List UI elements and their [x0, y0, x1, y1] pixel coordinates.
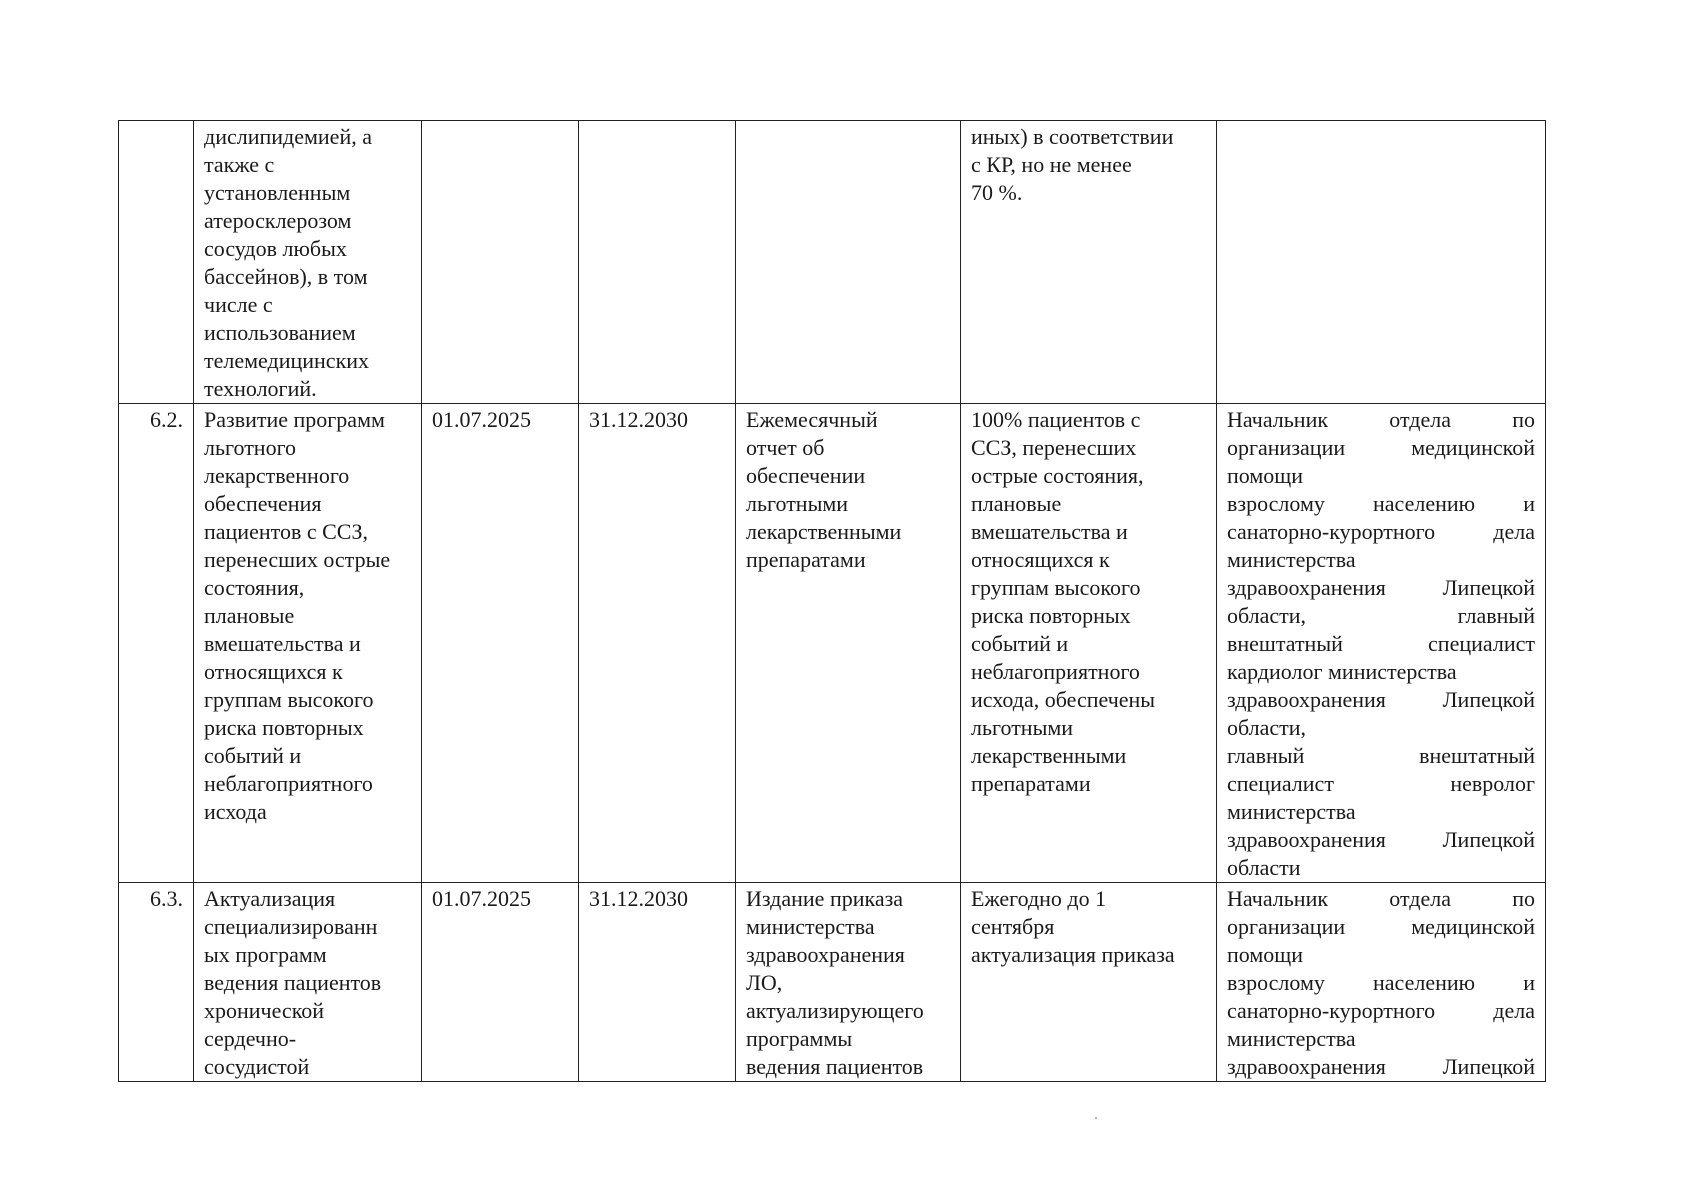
activity-cell-line: Актуализация: [204, 886, 336, 911]
responsible-cell-line: санаторно-курортного дела: [1227, 519, 1535, 544]
activity-cell-line: обеспечения: [204, 491, 322, 516]
table-row: [119, 121, 1546, 404]
end-date-cell: 31.12.2030: [579, 404, 736, 883]
responsible-cell-line: министерства: [1227, 547, 1356, 572]
activity-cell-line: плановые: [204, 603, 295, 628]
activity-cell-line: хронической: [204, 998, 325, 1023]
responsible-cell-line: здравоохранения Липецкой: [1227, 827, 1535, 852]
activity-cell-line: атеросклерозом: [204, 208, 352, 233]
responsible-cell-line: министерства: [1227, 1026, 1356, 1051]
result-cell-line: обеспечении: [746, 463, 866, 488]
indicator-cell-line: 70 %.: [971, 180, 1023, 205]
result-cell-line: ЛО,: [746, 970, 783, 995]
activity-cell-line: риска повторных: [204, 715, 364, 740]
responsible-cell-line: кардиолог министерства: [1227, 659, 1457, 684]
activity-cell-line: вмешательства и: [204, 631, 361, 656]
indicator-cell-line: исхода, обеспечены: [971, 687, 1156, 712]
result-cell-line: льготными: [746, 491, 849, 516]
result-cell-line: отчет об: [746, 435, 825, 460]
indicator-cell-line: иных) в соответствии: [971, 124, 1174, 149]
activity-cell-line: ведения пациентов: [204, 970, 382, 995]
responsible-cell-line: взрослому населению и: [1227, 970, 1535, 995]
indicator-cell-line: неблагоприятного: [971, 659, 1140, 684]
scan-speck: [1095, 1117, 1097, 1119]
indicator-cell-line: группам высокого: [971, 575, 1141, 600]
result-cell-line: программы: [746, 1026, 853, 1051]
indicator-cell-line: сентября: [971, 914, 1055, 939]
result-cell-line: препаратами: [746, 547, 866, 572]
activity-cell-line: сосудов любых: [204, 236, 347, 261]
item-number-cell: [119, 121, 194, 404]
indicator-cell-line: риска повторных: [971, 603, 1131, 628]
activity-cell-line: специализированн: [204, 914, 378, 939]
indicator-cell-line: 100% пациентов с: [971, 407, 1141, 432]
indicator-cell-line: Ежегодно до 1: [971, 886, 1107, 911]
responsible-cell-line: организации медицинской: [1227, 435, 1535, 460]
indicator-cell-line: событий и: [971, 631, 1069, 656]
indicator-cell: [961, 121, 1217, 404]
activity-cell-line: ых программ: [204, 942, 327, 967]
indicator-cell: [961, 883, 1217, 1082]
activity-cell-line: Развитие программ: [204, 407, 385, 432]
activity-cell: [194, 121, 422, 404]
responsible-cell-line: области: [1227, 855, 1301, 880]
responsible-cell-line: Начальник отдела по: [1227, 407, 1535, 432]
activity-cell-line: исхода: [204, 799, 267, 824]
responsible-cell-line: здравоохранения Липецкой: [1227, 575, 1535, 600]
start-date-cell: 01.07.2025: [422, 404, 579, 883]
indicator-cell-line: актуализация приказа: [971, 942, 1175, 967]
responsible-cell-line: организации медицинской: [1227, 914, 1535, 939]
indicator-cell-line: с КР, но не менее: [971, 152, 1132, 177]
responsible-cell-line: взрослому населению и: [1227, 491, 1535, 516]
activity-cell-line: сердечно-: [204, 1026, 297, 1051]
item-number-cell: 6.3.: [119, 883, 194, 1082]
activity-cell-line: телемедицинских: [204, 348, 370, 373]
activity-cell: [194, 404, 422, 883]
activity-cell-line: бассейнов), в том: [204, 264, 368, 289]
responsible-cell: [1217, 404, 1546, 883]
responsible-cell: [1217, 883, 1546, 1082]
result-cell-line: министерства: [746, 914, 875, 939]
table-row: [119, 883, 1546, 1082]
activity-cell-line: технологий.: [204, 376, 317, 401]
activity-cell-line: состояния,: [204, 575, 305, 600]
activity-cell-line: льготного: [204, 435, 297, 460]
result-cell-line: лекарственными: [746, 519, 902, 544]
responsible-cell-line: министерства: [1227, 799, 1356, 824]
indicator-cell-line: острые состояния,: [971, 463, 1144, 488]
responsible-cell-line: Начальник отдела по: [1227, 886, 1535, 911]
item-number-cell: 6.2.: [119, 404, 194, 883]
result-cell-line: ведения пациентов: [746, 1054, 924, 1079]
responsible-cell-line: помощи: [1227, 463, 1303, 488]
result-cell-line: актуализирующего: [746, 998, 924, 1023]
start-date-cell: 01.07.2025: [422, 883, 579, 1082]
activity-cell-line: сосудистой: [204, 1054, 310, 1079]
activity-cell-line: дислипидемией, а: [204, 124, 372, 149]
indicator-cell-line: относящихся к: [971, 547, 1110, 572]
result-cell: [736, 121, 961, 404]
action-plan-table: [118, 120, 1546, 1082]
indicator-cell-line: вмешательства и: [971, 519, 1128, 544]
responsible-cell-line: помощи: [1227, 942, 1303, 967]
table-row: [119, 404, 1546, 883]
result-cell: [736, 883, 961, 1082]
activity-cell-line: относящихся к: [204, 659, 343, 684]
indicator-cell-line: плановые: [971, 491, 1062, 516]
indicator-cell-line: препаратами: [971, 771, 1091, 796]
activity-cell-line: пациентов с ССЗ,: [204, 519, 368, 544]
activity-cell-line: неблагоприятного: [204, 771, 373, 796]
end-date-cell: 31.12.2030: [579, 883, 736, 1082]
result-cell-line: Ежемесячный: [746, 407, 878, 432]
indicator-cell-line: ССЗ, перенесших: [971, 435, 1137, 460]
activity-cell-line: числе с: [204, 292, 273, 317]
responsible-cell-line: здравоохранения Липецкой: [1227, 687, 1535, 712]
indicator-cell-line: лекарственными: [971, 743, 1127, 768]
responsible-cell-line: специалист невролог: [1227, 771, 1535, 796]
responsible-cell-line: области, главный: [1227, 603, 1535, 628]
start-date-cell: [422, 121, 579, 404]
activity-cell-line: перенесших острые: [204, 547, 391, 572]
result-cell-line: Издание приказа: [746, 886, 904, 911]
end-date-cell: [579, 121, 736, 404]
responsible-cell-line: здравоохранения Липецкой: [1227, 1054, 1535, 1079]
responsible-cell-line: внештатный специалист: [1227, 631, 1535, 656]
responsible-cell-line: санаторно-курортного дела: [1227, 998, 1535, 1023]
result-cell: [736, 404, 961, 883]
activity-cell-line: использованием: [204, 320, 356, 345]
responsible-cell: [1217, 121, 1546, 404]
activity-cell: [194, 883, 422, 1082]
activity-cell-line: событий и: [204, 743, 302, 768]
indicator-cell: [961, 404, 1217, 883]
responsible-cell-line: области,: [1227, 715, 1307, 740]
indicator-cell-line: льготными: [971, 715, 1074, 740]
responsible-cell-line: главный внештатный: [1227, 743, 1535, 768]
activity-cell-line: лекарственного: [204, 463, 350, 488]
activity-cell-line: группам высокого: [204, 687, 374, 712]
activity-cell-line: установленным: [204, 180, 351, 205]
result-cell-line: здравоохранения: [746, 942, 905, 967]
activity-cell-line: также с: [204, 152, 275, 177]
